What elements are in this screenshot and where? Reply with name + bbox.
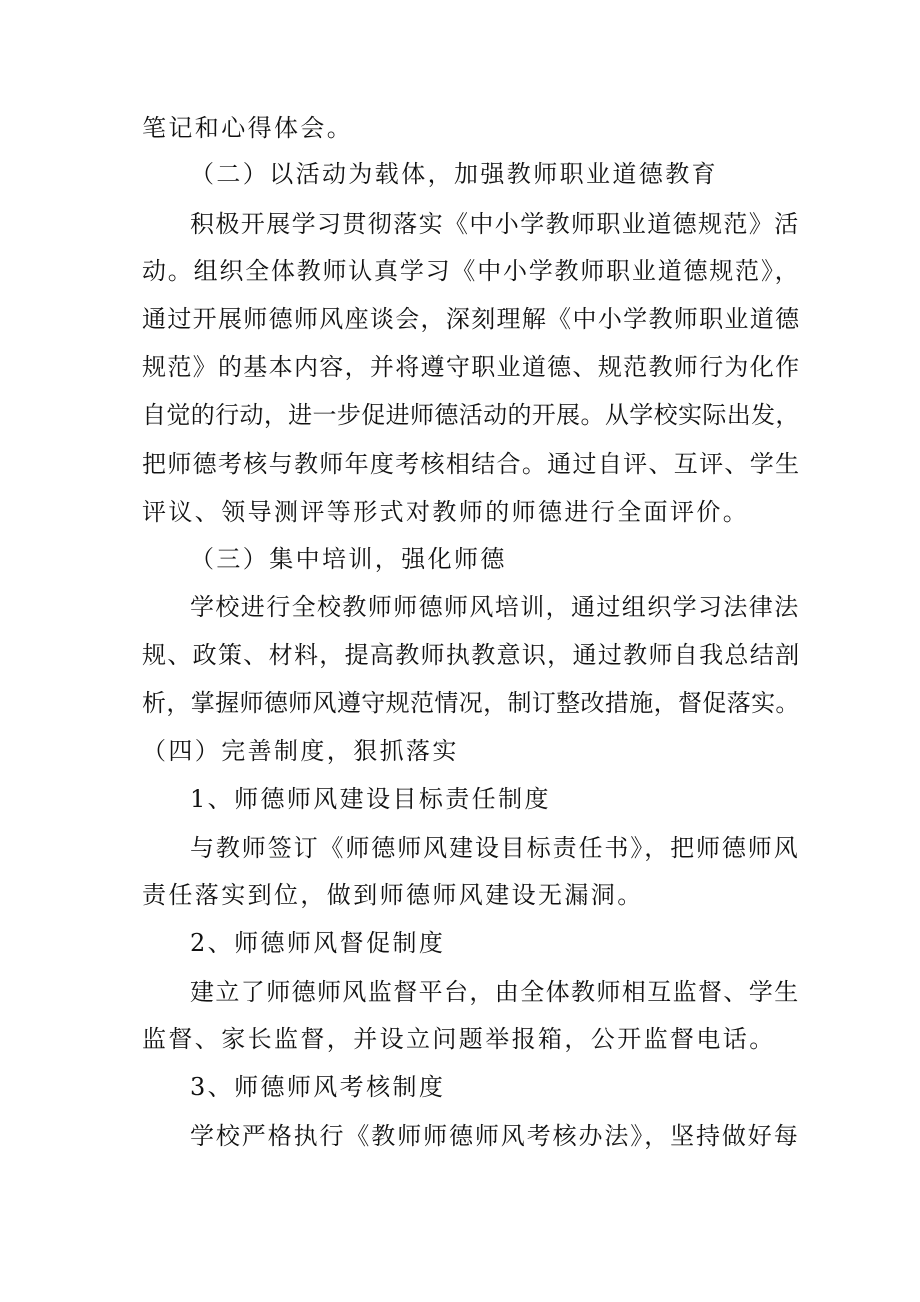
paragraph-line: 析，掌握师德师风遵守规范情况，制订整改措施，督促落实。 (142, 689, 800, 717)
paragraph-line: 监督、家长监督，并设立问题举报箱，公开监督电话。 (142, 1025, 776, 1053)
paragraph-line: 与教师签订《师德师风建设目标责任书》，把师德师风 (190, 834, 800, 862)
paragraph-line: 建立了师德师风监督平台，由全体教师相互监督、学生 (190, 978, 800, 1006)
paragraph-line: 学校严格执行《教师师德师风考核办法》，坚持做好每 (190, 1122, 800, 1150)
paragraph-line: 责任落实到位，做到师德师风建设无漏洞。 (142, 881, 644, 909)
section-heading: （四）完善制度，狠抓落实 (142, 737, 459, 765)
section-heading: （二）以活动为载体，加强教师职业道德教育 (190, 160, 718, 188)
paragraph-line: 规、政策、材料，提高教师执教意识，通过教师自我总结剖 (142, 641, 801, 669)
paragraph-line: 动。组织全体教师认真学习《中小学教师职业道德规范》， (142, 257, 801, 285)
paragraph-line: 把师德考核与教师年度考核相结合。通过自评、互评、学生 (142, 450, 801, 478)
paragraph-line: 笔记和心得体会。 (142, 114, 354, 142)
section-heading: （三）集中培训，强化师德 (190, 545, 507, 573)
subsection-heading: 2、师德师风督促制度 (190, 929, 446, 957)
paragraph-line: 学校进行全校教师师德师风培训，通过组织学习法律法 (190, 593, 800, 621)
paragraph-line: 积极开展学习贯彻落实《中小学教师职业道德规范》活 (190, 210, 800, 238)
subsection-heading: 3、师德师风考核制度 (190, 1073, 446, 1101)
paragraph-line: 评议、领导测评等形式对教师的师德进行全面评价。 (142, 498, 750, 526)
subsection-heading: 1、师德师风建设目标责任制度 (190, 785, 551, 813)
paragraph-line: 自觉的行动，进一步促进师德活动的开展。从学校实际出发， (142, 401, 800, 429)
paragraph-line: 通过开展师德师风座谈会，深刻理解《中小学教师职业道德 (142, 305, 801, 333)
paragraph-line: 规范》的基本内容，并将遵守职业道德、规范教师行为化作 (142, 353, 801, 381)
